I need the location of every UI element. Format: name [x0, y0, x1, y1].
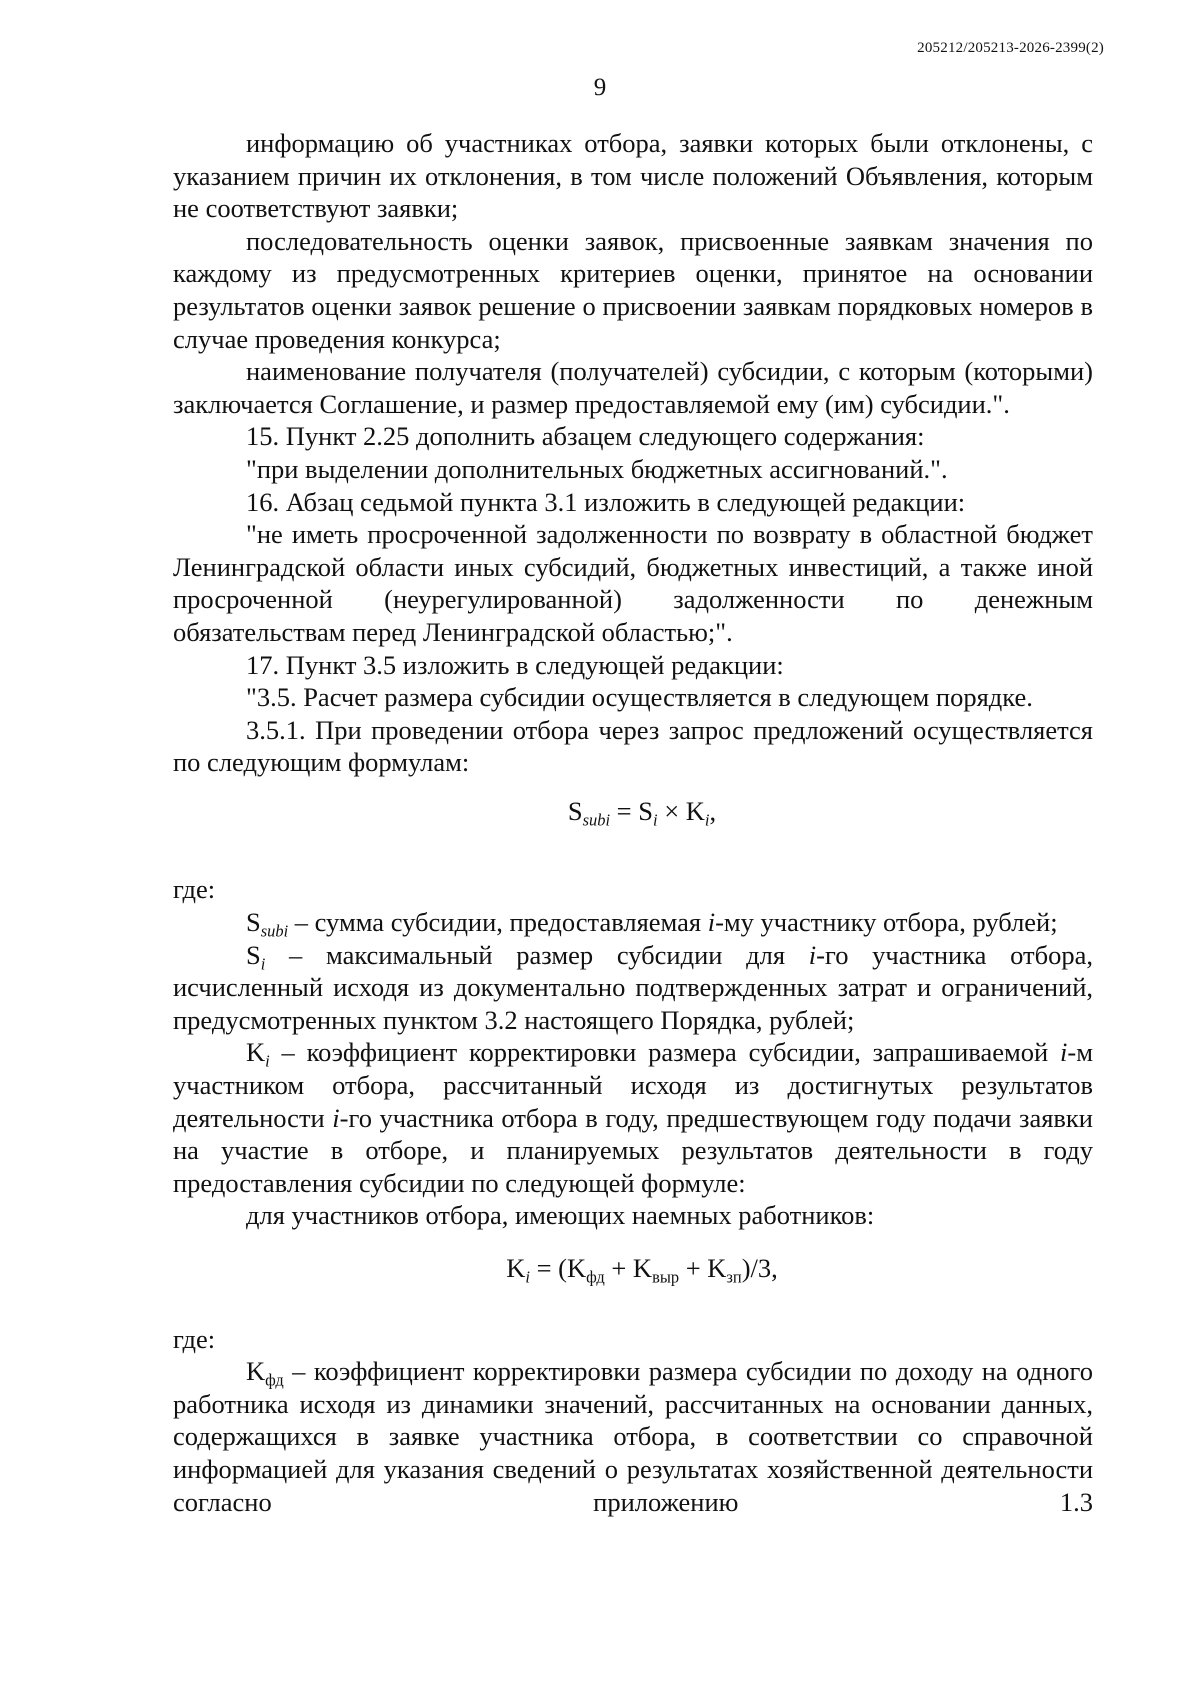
paragraph: 3.5.1. При проведении отбора через запрос предложений осуществляется по следующим формулам: — [173, 714, 1093, 778]
definition-k-fd: $K_{фд}$ – коэффициент корректировки размера субсидии по доходу на одного работника исходя из динамики значений, рассчитанных на основании данных, содержащихся в заявке участника отбора, в соответствии со справочной информацией для указания сведений о результатах хозяйственной деятельности согласно приложению 1.3 — [173, 1356, 1093, 1517]
paragraph: "при выделении дополнительных бюджетных ассигнований.". — [246, 453, 948, 484]
paragraph: информацию об участниках отбора, заявки которых были отклонены, с указанием причин их отклонения, в том числе положений Объявления, которым не соответствуют заявки; — [173, 128, 1093, 224]
formula-subsidy: $S_{subi} = S_i \times K_i$, — [567, 795, 717, 830]
document-body — [173, 127, 1093, 1518]
paragraph: для участников отбора, имеющих наемных работников: — [246, 1200, 875, 1231]
document-number: 205212/205213-2026-2399(2) — [917, 40, 1104, 56]
page-number: 9 — [593, 74, 607, 101]
definition-k-i: $K_i$ – коэффициент корректировки размера субсидии, запрашиваемой i-м участником отбора, рассчитанный исходя из достигнутых результатов деятельности i-го участника отбора в году, предшествующем году подачи заявки на участие в отборе, и планируемых результатов деятельности в году предоставления субсидии по следующей формуле: — [173, 1037, 1093, 1198]
where-label: где: — [173, 874, 216, 905]
paragraph: 17. Пункт 3.5 изложить в следующей редакции: — [246, 649, 784, 680]
paragraph: 16. Абзац седьмой пункта 3.1 изложить в следующей редакции: — [246, 486, 966, 517]
definition-s-subi: $S_{subi}$ – сумма субсидии, предоставляемая i-му участнику отбора, рублей; — [246, 907, 1058, 941]
paragraph: 15. Пункт 2.25 дополнить абзацем следующего содержания: — [246, 421, 925, 452]
paragraph: наименование получателя (получателей) субсидии, с которым (которыми) заключается Соглашение, и размер предоставляемой ему (им) субсидии.". — [173, 356, 1093, 419]
paragraph: последовательность оценки заявок, присвоенные заявкам значения по каждому из предусмотренных критериев оценки, принятое на основании результатов оценки заявок решение о присвоении заявкам порядковых номеров в случае проведения конкурса; — [173, 225, 1093, 354]
formula-coefficient: $K_i = (K_{фд} + K_{выр} + K_{зп})/3$, — [506, 1253, 778, 1287]
definition-s-i: $S_i$ – максимальный размер субсидии для i-го участника отбора, исчисленный исходя из документально подтвержденных затрат и ограничений, предусмотренных пунктом 3.2 настоящего Порядка, рублей; — [173, 939, 1093, 1035]
paragraph: "не иметь просроченной задолженности по возврату в областной бюджет Ленинградской области иных субсидий, бюджетных инвестиций, а также иной просроченной (неурегулированной) задолженности по денежным обязательствам перед Ленинградской областью;". — [173, 519, 1093, 647]
where-label: где: — [173, 1323, 216, 1354]
paragraph: "3.5. Расчет размера субсидии осуществляется в следующем порядке. — [246, 682, 1033, 713]
